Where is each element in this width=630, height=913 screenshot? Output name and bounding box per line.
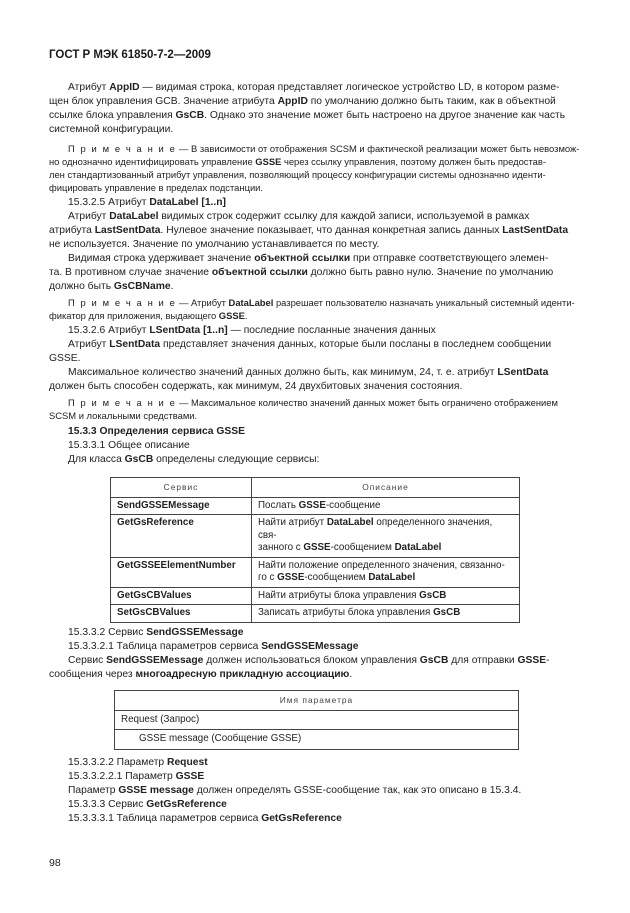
paragraph-line: Для класса GsCB определены следующие сервисы: [68,454,320,465]
parameters-table [114,690,519,750]
note-line: фицировать управление в пределах подстанции. [49,182,264,193]
paragraph-line: сообщения через многоадресную прикладную ассоциацию. [49,669,353,680]
table-row [111,515,520,558]
section-heading: 15.3.3.2 Сервис SendGSSEMessage [68,627,244,638]
page-number: 98 [49,857,61,869]
parameter-request: Request (Запрос) [115,710,519,730]
paragraph-line: должен быть способен содержать, как минимум, 24 двухбитовых значения состояния. [49,381,463,392]
table-row [111,557,520,587]
paragraph-line: Атрибут AppID — видимая строка, которая представляет логическое устройство LD, в котором разме- [68,82,560,93]
paragraph-line: GSSE. [49,353,81,364]
service-description: Послать GSSE-сообщение [252,497,520,515]
service-description: Найти атрибуты блока управления GsCB [252,587,520,605]
note-line: П р и м е ч а н и е — Атрибут DataLabel разрешает пользователю назначать уникальный системный иденти- [68,297,575,308]
paragraph-line: Максимальное количество значений данных должно быть, как минимум, 24, т. е. атрибут LSentData [68,367,549,378]
column-header-description: Описание [252,478,520,498]
table-row [111,605,520,623]
table-row [115,730,519,750]
service-name: SetGsCBValues [111,605,252,623]
note-line: П р и м е ч а н и е — В зависимости от отображения SCSM и фактической реализации может быть невозмож- [68,143,580,154]
service-description: Найти положение определенного значения, связанно- го с GSSE-сообщением DataLabel [252,557,520,587]
service-name: GetGSSEElementNumber [111,557,252,587]
section-heading: 15.3.2.5 Атрибут DataLabel [1..n] [68,197,226,208]
parameter-gsse-message: GSSE message (Сообщение GSSE) [115,730,519,750]
section-heading: 15.3.3.3 Сервис GetGsReference [68,799,227,810]
table-row [111,587,520,605]
paragraph-line: Параметр GSSE message должен определять GSSE-сообщение так, как это описано в 15.3.4. [68,785,522,796]
note-line: фикатор для приложения, выдающего GSSE. [49,310,248,321]
table-row [115,710,519,730]
paragraph-line: та. В противном случае значение объектной ссылки должно быть равно нулю. Значение по умолчанию [49,267,554,278]
paragraph-line: должно быть GsCBName. [49,281,174,292]
section-heading: 15.3.2.6 Атрибут LSentData [1..n] — последние посланные значения данных [68,325,436,336]
subsection-heading: 15.3.3.2.1 Таблица параметров сервиса SendGSSEMessage [68,641,359,652]
subsection-heading: 15.3.3.2.2.1 Параметр GSSE [68,771,205,782]
paragraph-line: Атрибут LSentData представляет значения данных, которые были посланы в последнем сообщении [68,339,552,350]
section-heading: 15.3.3 Определения сервиса GSSE [68,426,246,437]
subsection-heading: 15.3.3.3.1 Таблица параметров сервиса GetGsReference [68,813,342,824]
paragraph-line: Сервис SendGSSEMessage должен использоваться блоком управления GsCB для отправки GSSE- [68,655,550,666]
paragraph-line: атрибута LastSentData. Нулевое значение показывает, что данная конкретная запись данных LastSentData [49,225,569,236]
table-header-row [115,691,519,711]
note-line: лен стандартизованный атрибут управления, позволяющий процессу конфигурации системы однозначно иденти- [49,169,546,180]
note-line: П р и м е ч а н и е — Максимальное количество значений данных может быть ограничено отображением [68,397,558,408]
table-row [111,497,520,515]
paragraph-line: Атрибут DataLabel видимых строк содержит ссылку для каждой записи, используемой в рамках [68,211,530,222]
subsection-heading: 15.3.3.1 Общее описание [68,440,190,451]
service-description: Записать атрибуты блока управления GsCB [252,605,520,623]
column-header-service: Сервис [111,478,252,498]
service-name: GetGsReference [111,515,252,558]
paragraph-line: не используется. Значение по умолчанию устанавливается по месту. [49,239,380,250]
service-name: SendGSSEMessage [111,497,252,515]
note-line: но однозначно идентифицировать управление GSSE через ссылку управления, поэтому должен быть предостав- [49,156,546,167]
page-header: ГОСТ Р МЭК 61850-7-2—2009 [49,49,211,61]
section-heading: 15.3.3.2.2 Параметр Request [68,757,208,768]
paragraph-line: щен блок управления GCB. Значение атрибута AppID по умолчанию должно быть таким, как в объектной [49,96,556,107]
services-table [110,477,520,623]
paragraph-line: ссылке блока управления GsCB. Однако это значение может быть настроено на другое значение как часть [49,110,566,121]
note-line: SCSM и локальными средствами. [49,410,198,421]
paragraph-line: системной конфигурации. [49,124,174,135]
service-description: Найти атрибут DataLabel определенного значения, свя- занного с GSSE-сообщением DataLabel [252,515,520,558]
paragraph-line: Видимая строка удерживает значение объектной ссылки при отправке соответствующего элемен- [68,253,549,264]
table-header-row [111,478,520,498]
service-name: GetGsCBValues [111,587,252,605]
column-header-parameter-name: Имя параметра [115,691,519,711]
